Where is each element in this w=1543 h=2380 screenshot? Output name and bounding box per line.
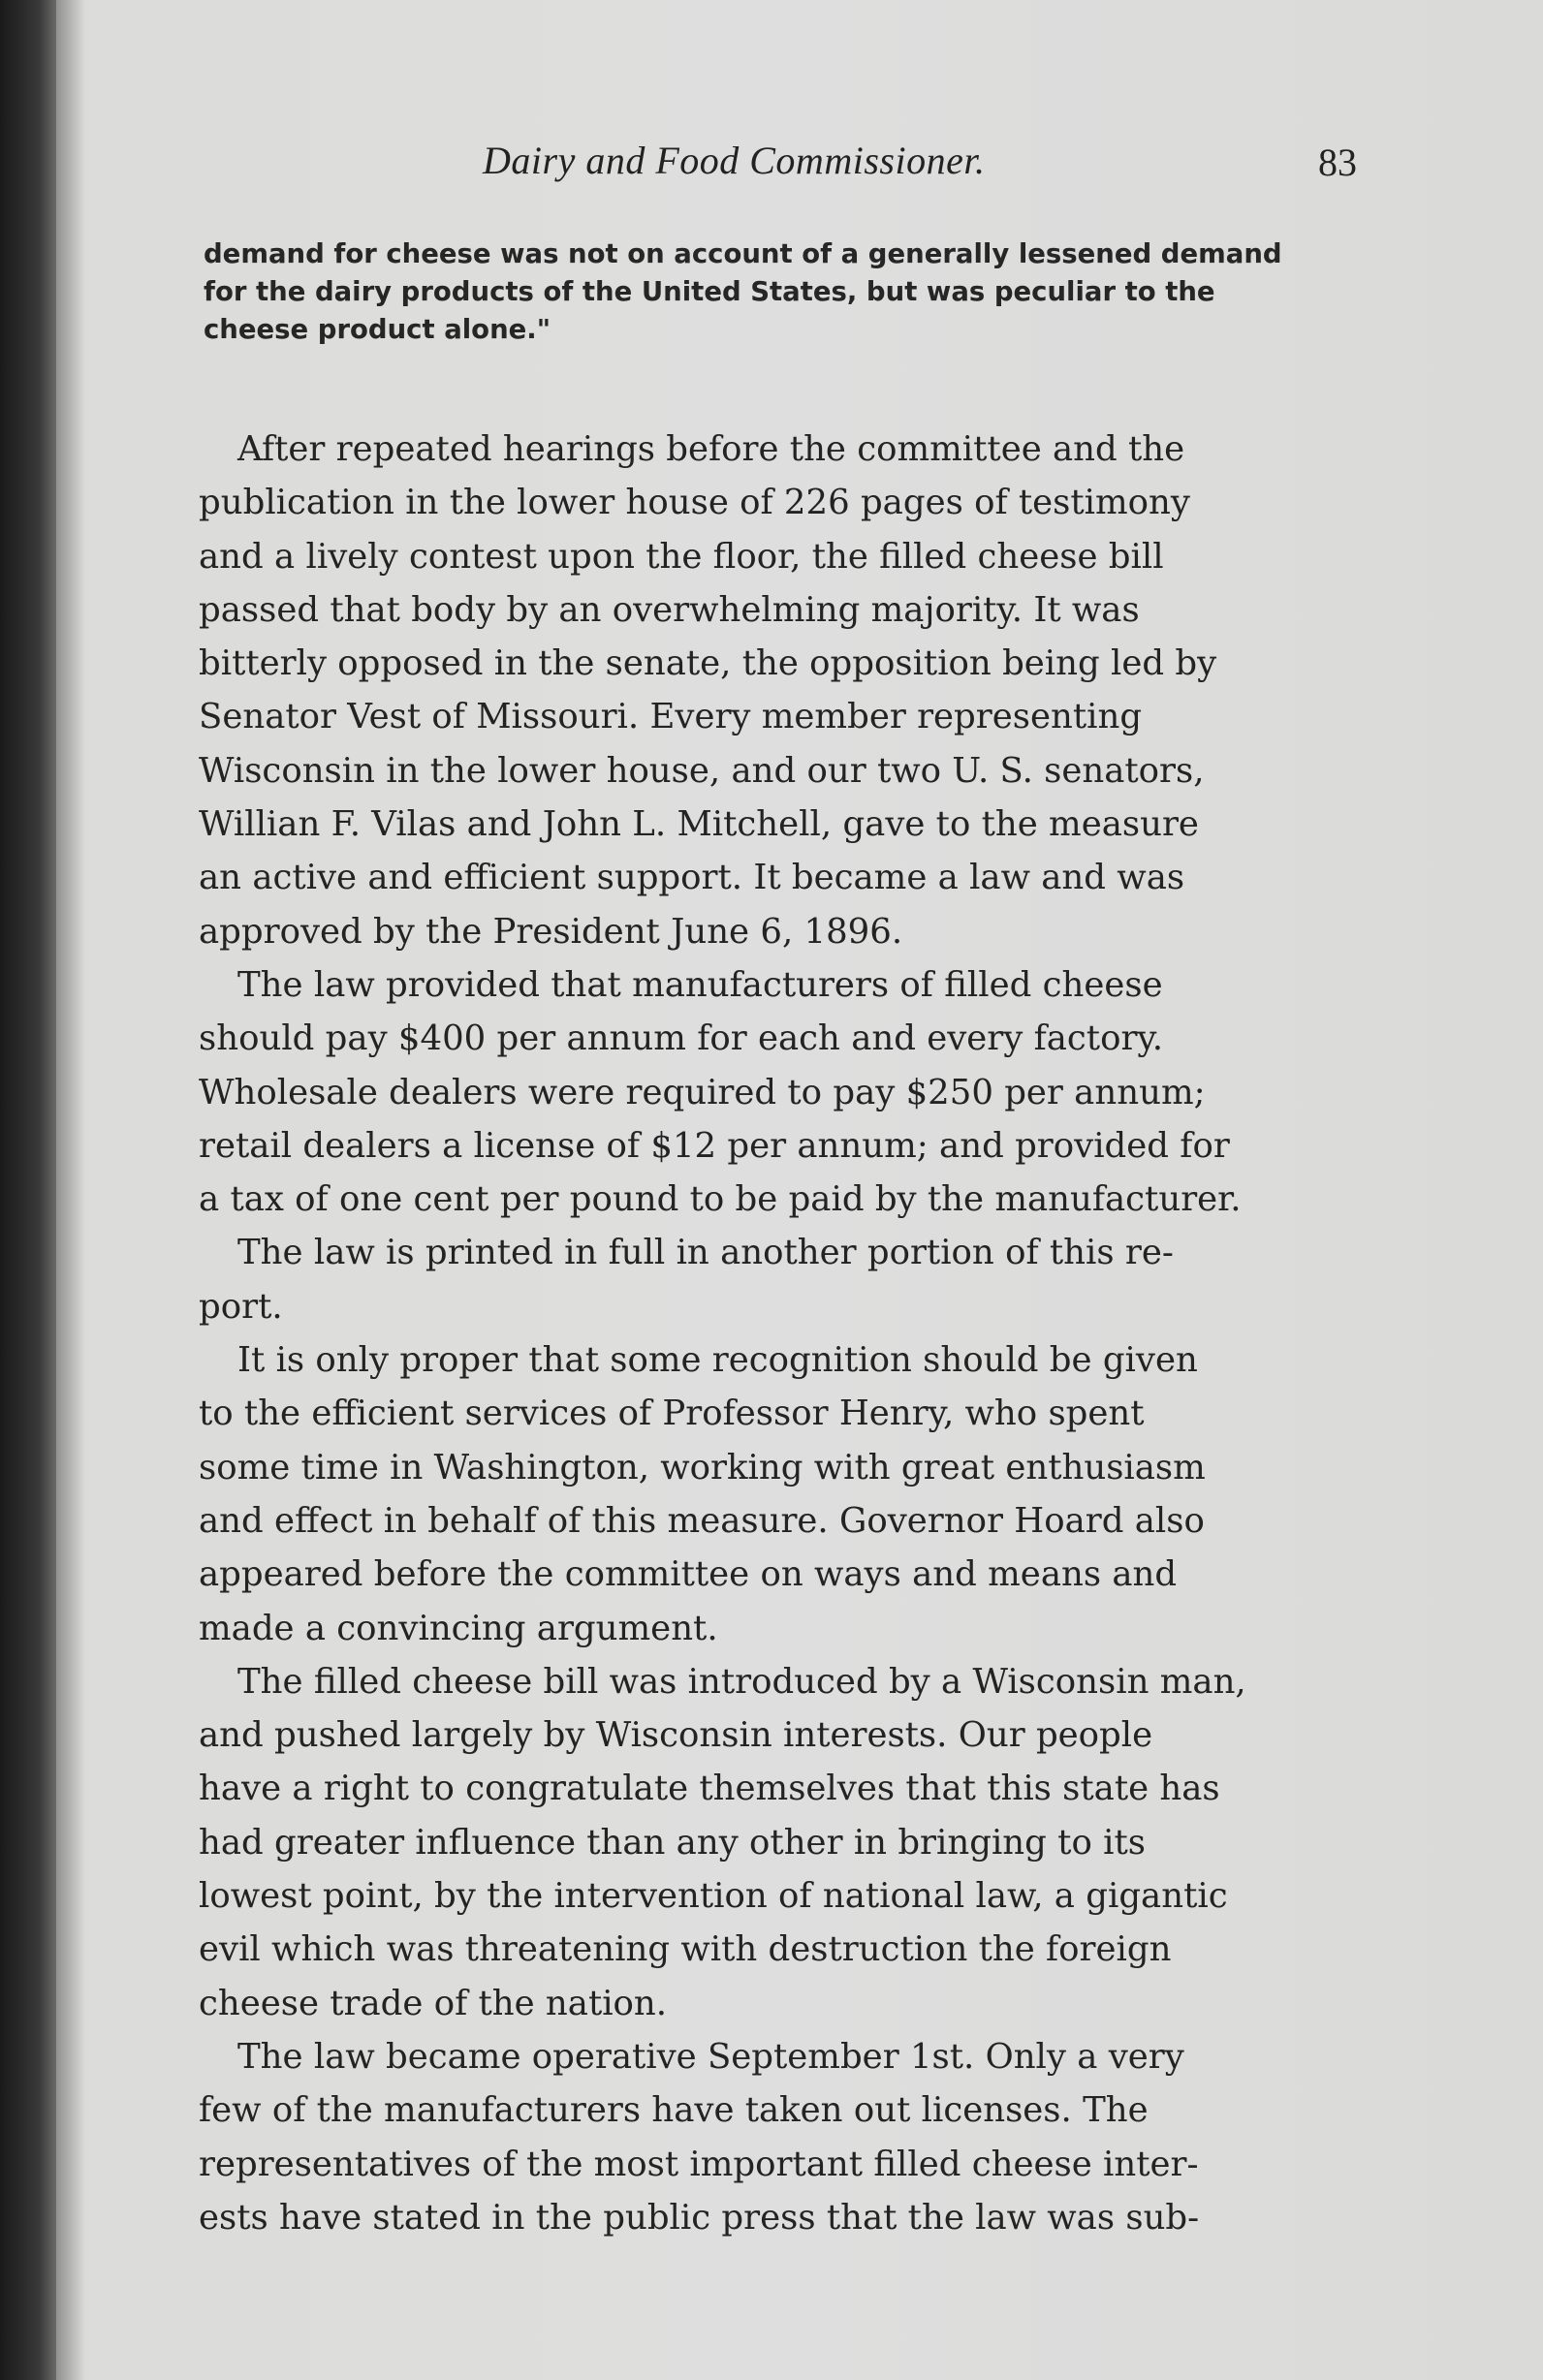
text-line: publication in the lower house of 226 pages of testimony: [199, 483, 1190, 523]
text-line: passed that body by an overwhelming majority. It was: [199, 589, 1140, 630]
text-line: Senator Vest of Missouri. Every member representing: [199, 697, 1143, 737]
text-line: to the efficient services of Professor Henry, who spent: [199, 1394, 1145, 1434]
paragraph: [199, 2030, 1362, 2244]
text-line: It is only proper that some recognition should be given: [237, 1340, 1198, 1381]
paragraph: [199, 423, 1362, 958]
text-line: approved by the President June 6, 1896.: [199, 911, 903, 952]
text-line: made a convincing argument.: [199, 1608, 718, 1648]
text-line: Wisconsin in the lower house, and our two U. S. senators,: [199, 750, 1205, 791]
text-line: should pay $400 per annum for each and every factory.: [199, 1018, 1164, 1059]
running-title: Dairy and Food Commissioner.: [483, 139, 986, 182]
text-line: had greater influence than any other in bringing to its: [199, 1822, 1146, 1863]
text-line: The law became operative September 1st. Only a very: [237, 2036, 1184, 2077]
text-line: appeared before the committee on ways and means and: [199, 1554, 1178, 1595]
body-text: [199, 423, 1362, 2244]
text-line: ests have stated in the public press that the law was sub-: [199, 2197, 1200, 2238]
text-line: Willian F. Vilas and John L. Mitchell, gave to the measure: [199, 804, 1199, 845]
text-line: representatives of the most important filled cheese inter-: [199, 2144, 1199, 2184]
text-line: The law provided that manufacturers of filled cheese: [237, 964, 1163, 1005]
text-line: bitterly opposed in the senate, the opposition being led by: [199, 643, 1217, 684]
page-header: [194, 138, 1357, 196]
book-spine: [0, 0, 56, 2380]
text-line: retail dealers a license of $12 per annum; and provided for: [199, 1125, 1230, 1166]
text-line: evil which was threatening with destruction the foreign: [199, 1929, 1172, 1970]
text-line: few of the manufacturers have taken out licenses. The: [199, 2090, 1149, 2131]
paragraph: [199, 1655, 1362, 2030]
page-number: 83: [1318, 141, 1357, 184]
text-line: and effect in behalf of this measure. Governor Hoard also: [199, 1500, 1205, 1541]
text-line: Wholesale dealers were required to pay $250 per annum;: [199, 1072, 1206, 1112]
text-line: The filled cheese bill was introduced by a Wisconsin man,: [237, 1661, 1246, 1702]
text-line: have a right to congratulate themselves that this state has: [199, 1769, 1220, 1809]
paragraph: [199, 1226, 1362, 1333]
text-line: and pushed largely by Wisconsin interests. Our people: [199, 1715, 1153, 1756]
spine-shadow: [56, 0, 85, 2380]
text-line: port.: [199, 1286, 283, 1327]
text-line: an active and efficient support. It became a law and was: [199, 858, 1185, 898]
quote-line: for the dairy products of the United States, but was peculiar to the: [204, 276, 1215, 307]
quote-line: cheese product alone.": [204, 314, 551, 345]
quote-line: demand for cheese was not on account of a generally lessened demand: [204, 238, 1282, 269]
text-line: some time in Washington, working with great enthusiasm: [199, 1447, 1206, 1488]
text-line: After repeated hearings before the committee and the: [237, 429, 1185, 469]
text-line: a tax of one cent per pound to be paid by the manufacturer.: [199, 1179, 1242, 1220]
paragraph: [199, 958, 1362, 1226]
quoted-passage: [204, 235, 1357, 349]
text-line: The law is printed in full in another portion of this re-: [237, 1233, 1174, 1273]
paragraph: [199, 1333, 1362, 1655]
text-line: and a lively contest upon the floor, the filled cheese bill: [199, 536, 1164, 577]
text-line: lowest point, by the intervention of national law, a gigantic: [199, 1876, 1228, 1917]
text-line: cheese trade of the nation.: [199, 1983, 668, 2023]
